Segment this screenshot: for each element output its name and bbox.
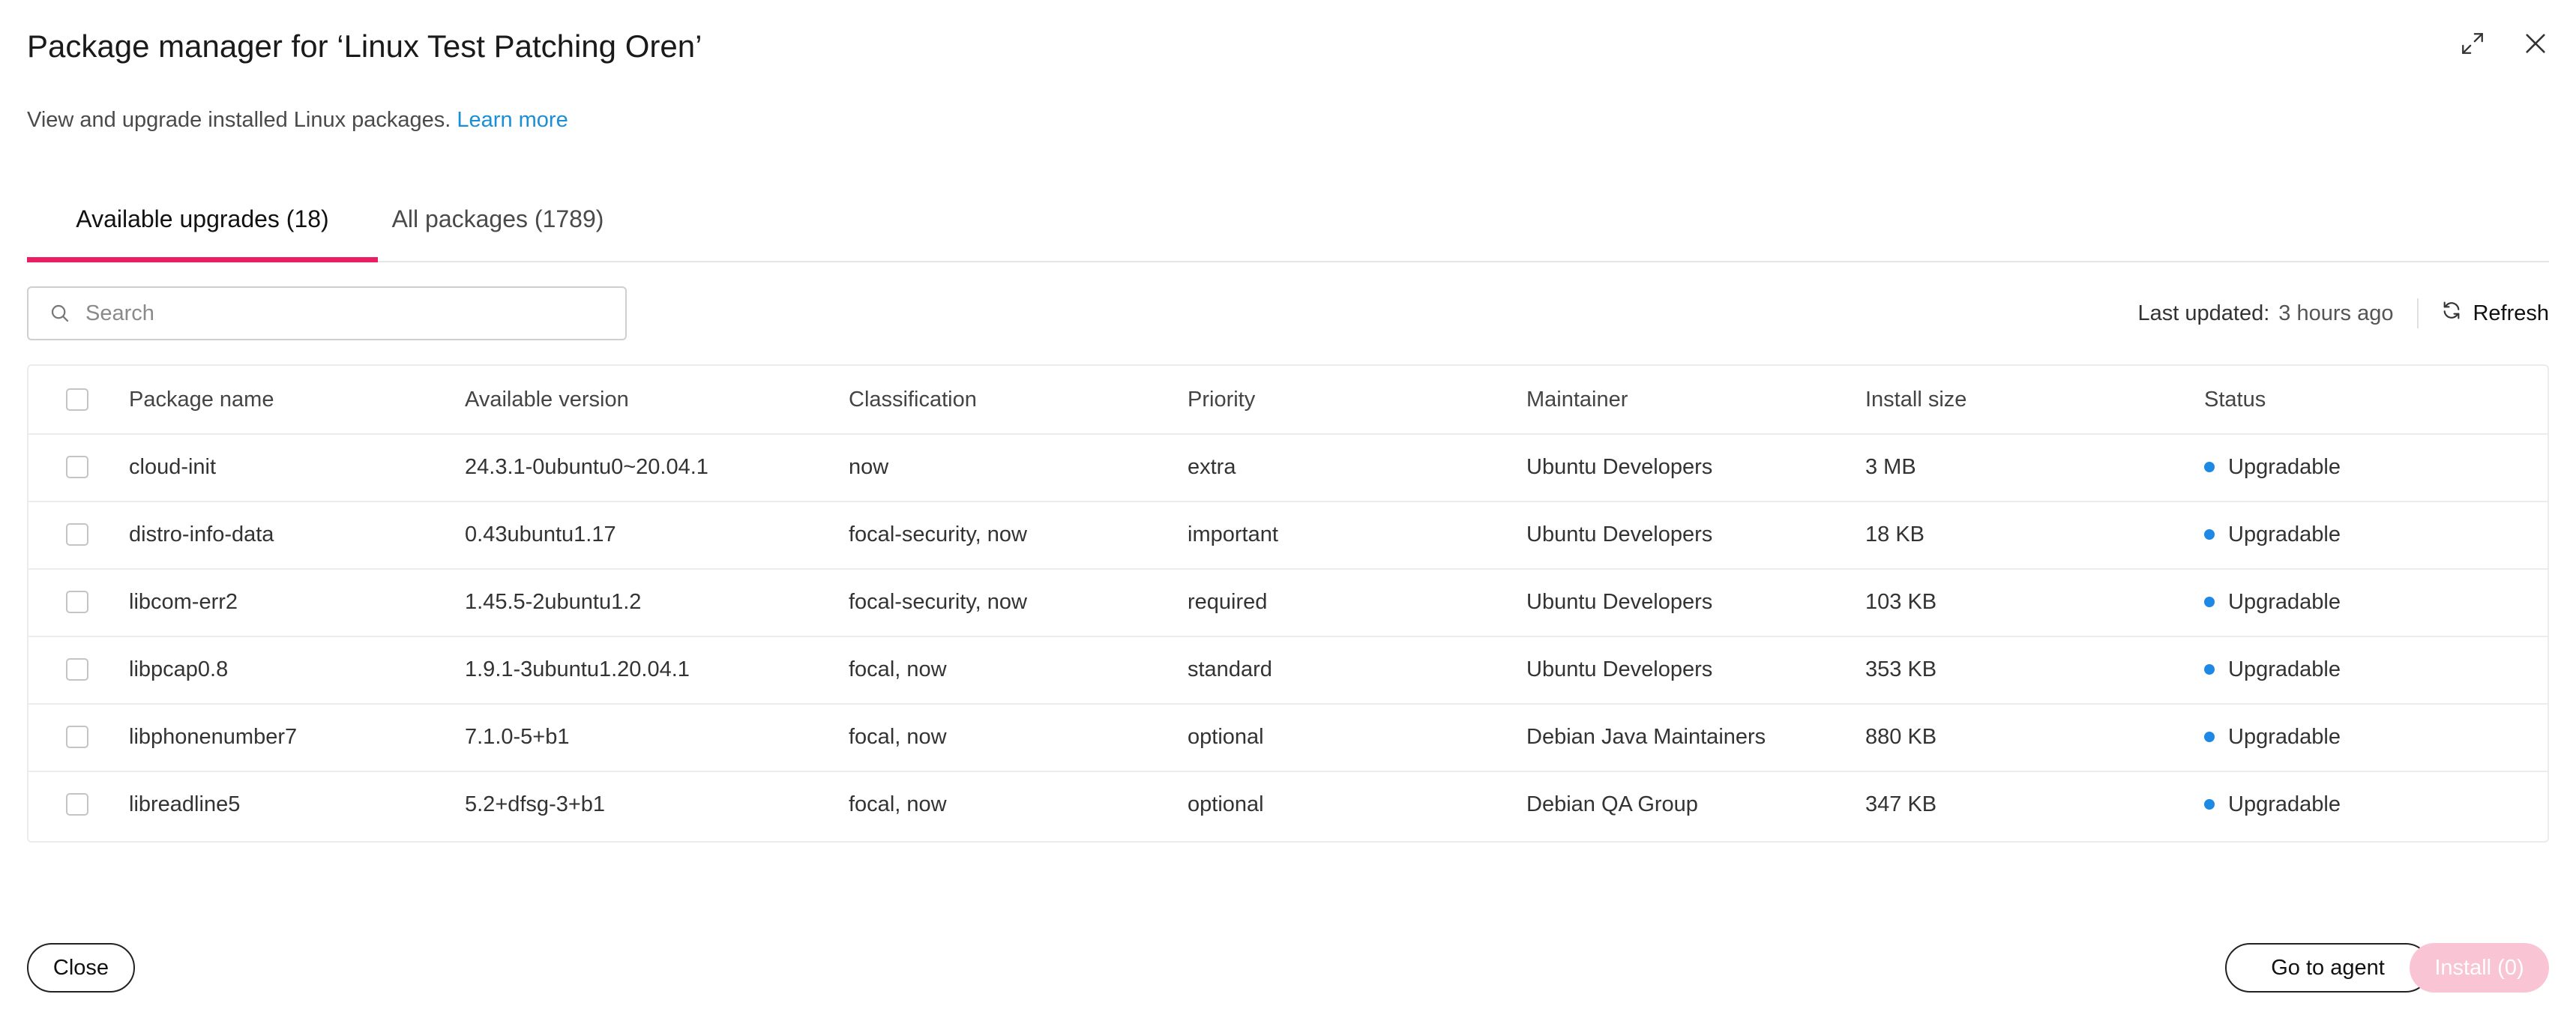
install-size: 880 KB: [1865, 724, 1937, 749]
maintainer: Debian Java Maintainers: [1526, 724, 1766, 749]
status-dot: [2204, 664, 2215, 675]
column-header[interactable]: Priority: [1188, 387, 1256, 412]
status-text: Upgradable: [2228, 522, 2341, 546]
maintainer: Ubuntu Developers: [1526, 589, 1713, 614]
available-version: 5.2+dfsg-3+b1: [465, 792, 606, 816]
close-button[interactable]: Close: [27, 943, 135, 993]
tab-label: Available upgrades (18): [76, 205, 329, 232]
divider: [2417, 298, 2419, 328]
expand-icon[interactable]: [2458, 28, 2488, 58]
learn-more-link[interactable]: Learn more: [457, 108, 568, 132]
install-button[interactable]: Install (0): [2410, 943, 2549, 993]
package-name: libphonenumber7: [129, 724, 298, 749]
row-checkbox[interactable]: [66, 456, 88, 478]
priority: required: [1188, 589, 1268, 614]
priority: extra: [1188, 454, 1236, 479]
status-dot: [2204, 462, 2215, 472]
refresh-button[interactable]: [2441, 300, 2549, 327]
classification: focal-security, now: [849, 589, 1027, 614]
close-icon[interactable]: [2521, 28, 2551, 58]
classification: focal, now: [849, 657, 947, 681]
available-version: 1.9.1-3ubuntu1.20.04.1: [465, 657, 690, 681]
column-header[interactable]: Maintainer: [1526, 387, 1628, 412]
tab-available-upgrades[interactable]: [27, 177, 378, 261]
last-updated-value: 3 hours ago: [2278, 301, 2394, 325]
dialog-title: Package manager for ‘Linux Test Patching Oren’: [27, 28, 702, 64]
last-updated-label: Last updated:: [2137, 301, 2270, 325]
tab-bar: [27, 177, 2549, 262]
install-size: 347 KB: [1865, 792, 1937, 816]
install-size: 103 KB: [1865, 589, 1937, 614]
header-actions: [2458, 28, 2551, 58]
search-input[interactable]: [84, 301, 597, 327]
tab-label: All packages (1789): [391, 205, 604, 232]
status-dot: [2204, 799, 2215, 810]
row-checkbox[interactable]: [66, 591, 88, 613]
classification: focal-security, now: [849, 522, 1027, 546]
status-text: Upgradable: [2228, 454, 2341, 479]
maintainer: Ubuntu Developers: [1526, 657, 1713, 681]
select-all-checkbox[interactable]: [66, 388, 88, 411]
status: [2204, 433, 2341, 501]
table-row[interactable]: [28, 636, 2548, 705]
column-header[interactable]: Status: [2204, 387, 2266, 412]
column-header[interactable]: Available version: [465, 387, 629, 412]
table-row[interactable]: [28, 703, 2548, 772]
status: [2204, 771, 2341, 838]
refresh-label: Refresh: [2473, 301, 2549, 325]
status: [2204, 703, 2341, 771]
status: [2204, 568, 2341, 636]
status-text: Upgradable: [2228, 657, 2341, 681]
available-version: 7.1.0-5+b1: [465, 724, 570, 749]
status: [2204, 501, 2341, 568]
priority: optional: [1188, 724, 1264, 749]
column-header[interactable]: Install size: [1865, 387, 1967, 412]
table-row[interactable]: [28, 568, 2548, 637]
status-dot: [2204, 529, 2215, 540]
status-text: Upgradable: [2228, 589, 2341, 614]
available-version: 0.43ubuntu1.17: [465, 522, 616, 546]
status: [2204, 636, 2341, 703]
priority: optional: [1188, 792, 1264, 816]
go-to-agent-button[interactable]: Go to agent: [2225, 943, 2431, 993]
row-checkbox[interactable]: [66, 726, 88, 748]
priority: standard: [1188, 657, 1272, 681]
table-row[interactable]: [28, 501, 2548, 570]
available-version: 24.3.1-0ubuntu0~20.04.1: [465, 454, 708, 479]
refresh-icon: [2441, 300, 2462, 327]
install-size: 3 MB: [1865, 454, 1916, 479]
package-name: libreadline5: [129, 792, 241, 816]
maintainer: Debian QA Group: [1526, 792, 1698, 816]
install-size: 353 KB: [1865, 657, 1937, 681]
package-name: libpcap0.8: [129, 657, 229, 681]
tab-all-packages[interactable]: [378, 177, 618, 261]
dialog-subtitle: [27, 108, 568, 133]
search-icon: [46, 300, 73, 327]
classification: focal, now: [849, 792, 947, 816]
packages-table: [27, 364, 2549, 843]
last-updated-bar: [2138, 286, 2549, 340]
priority: important: [1188, 522, 1278, 546]
row-checkbox[interactable]: [66, 793, 88, 816]
column-header[interactable]: Classification: [849, 387, 977, 412]
search-box: [27, 286, 627, 340]
available-version: 1.45.5-2ubuntu1.2: [465, 589, 642, 614]
package-name: cloud-init: [129, 454, 217, 479]
status-text: Upgradable: [2228, 792, 2341, 816]
status-dot: [2204, 732, 2215, 742]
classification: now: [849, 454, 889, 479]
table-header-row: [28, 366, 2548, 435]
status-dot: [2204, 597, 2215, 607]
column-header[interactable]: Package name: [129, 387, 274, 412]
package-name: libcom-err2: [129, 589, 238, 614]
maintainer: Ubuntu Developers: [1526, 454, 1713, 479]
maintainer: Ubuntu Developers: [1526, 522, 1713, 546]
table-row[interactable]: [28, 771, 2548, 838]
package-name: distro-info-data: [129, 522, 274, 546]
install-size: 18 KB: [1865, 522, 1925, 546]
table-row[interactable]: [28, 433, 2548, 502]
row-checkbox[interactable]: [66, 523, 88, 546]
subtitle-text: View and upgrade installed Linux packages.: [27, 108, 451, 132]
row-checkbox[interactable]: [66, 658, 88, 681]
status-text: Upgradable: [2228, 724, 2341, 749]
classification: focal, now: [849, 724, 947, 749]
